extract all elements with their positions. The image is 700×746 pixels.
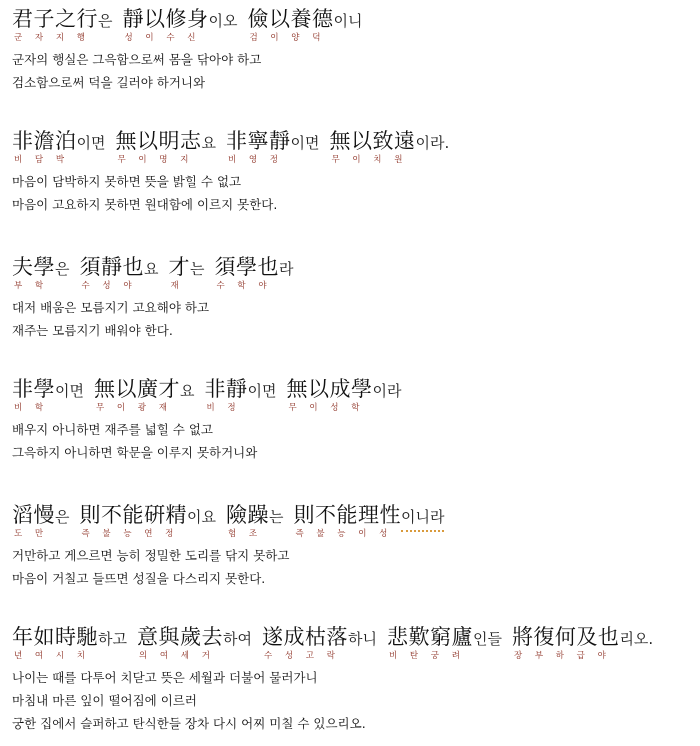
verse-phrase [214, 254, 294, 291]
hangul-particle: 하고 [98, 630, 127, 648]
verse-phrase [225, 128, 320, 165]
pronunciation-gloss: 검 이 양 덕 [249, 33, 326, 43]
verse-phrase [79, 502, 216, 539]
hangul-particle: 하여 [222, 630, 252, 648]
pronunciation-gloss: 비 영 정 [227, 155, 284, 165]
verse-phrase [386, 624, 502, 661]
verse-phrase [293, 502, 445, 539]
pronunciation-gloss: 도 만 [14, 529, 49, 539]
hangul-particle: 이면 [247, 382, 277, 400]
verse-classical-line [12, 128, 694, 166]
verse-section [12, 6, 694, 94]
verse-phrase [12, 6, 113, 43]
verse-phrase [247, 6, 363, 43]
verse-phrase [115, 128, 216, 165]
hangul-particle: 이니라 [400, 508, 445, 526]
hanja-text: 意與歲去 [136, 625, 223, 649]
verse-phrase [12, 128, 106, 165]
hanja-text: 儉以養德 [247, 7, 334, 31]
hangul-particle: 은 [98, 12, 113, 30]
translation-line: 대저 배움은 모름지기 고요해야 하고 [12, 300, 210, 315]
hangul-particle: 이라 [372, 382, 402, 400]
hanja-text: 將復何及也 [511, 625, 620, 649]
hangul-particle: 는 [190, 260, 205, 278]
hanja-text: 無以明志 [115, 129, 202, 153]
translation-line: 그윽하지 아니하면 학문을 이루지 못하거니와 [12, 445, 258, 460]
verse-classical-line [12, 624, 694, 662]
verse-classical-line [12, 6, 694, 44]
pronunciation-gloss: 무 이 성 학 [288, 403, 365, 413]
translation-line: 마침내 마른 잎이 떨어짐에 이르러 [12, 693, 197, 708]
verse-phrase [12, 254, 70, 291]
pronunciation-gloss: 무 이 명 지 [117, 155, 194, 165]
pronunciation-gloss: 무 이 치 원 [331, 155, 408, 165]
hangul-particle: 이니 [333, 12, 363, 30]
hanja-text: 靜以修身 [122, 7, 209, 31]
hanja-text: 遂成枯落 [261, 625, 348, 649]
translation-line: 군자의 행실은 그윽함으로써 몸을 닦아야 하고 [12, 52, 262, 67]
hangul-particle: 은 [55, 508, 70, 526]
verse-section [12, 502, 694, 590]
hangul-particle: 요 [144, 260, 159, 278]
verse-phrase [93, 376, 195, 413]
pronunciation-gloss: 험 조 [227, 529, 263, 539]
verse-phrase [12, 624, 127, 661]
hanja-text: 悲歎窮廬 [386, 625, 473, 649]
pronunciation-gloss: 군 자 지 행 [14, 33, 90, 43]
verse-classical-line [12, 254, 694, 292]
hanja-text: 無以成學 [286, 377, 373, 401]
hangul-particle: 이오 [208, 12, 238, 30]
pronunciation-gloss: 성 이 수 신 [124, 33, 201, 43]
verse-phrase [12, 502, 70, 539]
hangul-particle: 은 [55, 260, 70, 278]
hanja-text: 則不能理性 [293, 503, 401, 527]
translation-line: 마음이 담박하지 못하면 뜻을 밝힐 수 없고 [12, 174, 242, 189]
hanja-text: 須靜也 [79, 255, 144, 279]
translation-line: 검소함으로써 덕을 길러야 하거니와 [12, 75, 206, 90]
verse-section [12, 254, 694, 342]
pronunciation-gloss: 수 성 야 [81, 281, 137, 291]
hanja-text: 非澹泊 [12, 129, 77, 153]
verse-phrase [136, 624, 252, 661]
hanja-text: 無以廣才 [93, 377, 180, 401]
verse-phrase [261, 624, 377, 661]
verse-section [12, 624, 694, 735]
hanja-text: 須學也 [214, 255, 279, 279]
hangul-particle: 요 [201, 134, 216, 152]
hanja-text: 非寧靜 [225, 129, 291, 153]
pronunciation-gloss: 무 이 광 재 [95, 403, 172, 413]
hanja-text: 滔慢 [12, 503, 55, 527]
hanja-text: 則不能硏精 [79, 503, 187, 527]
pronunciation-gloss: 비 담 박 [14, 155, 70, 165]
hanja-text: 才 [168, 255, 190, 279]
pronunciation-gloss: 부 학 [14, 281, 49, 291]
pronunciation-gloss: 즉 불 능 연 정 [81, 529, 179, 539]
hangul-particle: 리오. [619, 630, 654, 648]
hangul-particle: 이요 [187, 508, 216, 526]
pronunciation-gloss: 년 여 시 치 [14, 651, 90, 661]
verse-phrase [329, 128, 450, 165]
verse-phrase [168, 254, 205, 291]
translation-line: 재주는 모름지기 배워야 한다. [12, 323, 173, 338]
verse-phrase [225, 502, 284, 539]
verse-phrase [79, 254, 159, 291]
hangul-particle: 인들 [472, 630, 502, 648]
hangul-particle: 이면 [76, 134, 106, 152]
verse-classical-line [12, 502, 694, 540]
pronunciation-gloss: 비 탄 궁 려 [388, 651, 465, 661]
translation-line: 궁한 집에서 슬퍼하고 탄식한들 장차 다시 어찌 미칠 수 있으리오. [12, 716, 366, 731]
hanja-text: 夫學 [12, 255, 55, 279]
pronunciation-gloss: 비 정 [206, 403, 241, 413]
pronunciation-gloss: 수 학 야 [216, 281, 272, 291]
hanja-text: 非靜 [204, 377, 248, 401]
verse-section [12, 128, 694, 216]
pronunciation-gloss: 재 [170, 281, 184, 291]
pronunciation-gloss: 비 학 [14, 403, 49, 413]
translation-line: 마음이 고요하지 못하면 원대함에 이르지 못한다. [12, 197, 278, 212]
hangul-particle: 이라. [415, 134, 450, 152]
verse-classical-line [12, 376, 694, 414]
hangul-particle: 라 [279, 260, 294, 278]
pronunciation-gloss: 의 여 세 거 [138, 651, 215, 661]
verse-phrase [122, 6, 238, 43]
translation-line: 거만하고 게으르면 능히 정밀한 도리를 닦지 못하고 [12, 548, 290, 563]
verse-phrase [12, 376, 84, 413]
hangul-particle: 이면 [55, 382, 84, 400]
hanja-text: 君子之行 [12, 7, 98, 31]
hanja-text: 險躁 [225, 503, 269, 527]
hanja-text: 年如時馳 [12, 625, 98, 649]
hanja-text: 無以致遠 [329, 129, 416, 153]
translation-line: 배우지 아니하면 재주를 넓힐 수 없고 [12, 422, 213, 437]
hanja-text: 非學 [12, 377, 55, 401]
spellcheck-underline [401, 527, 444, 532]
pronunciation-gloss: 수 성 고 락 [263, 651, 340, 661]
pronunciation-gloss: 장 부 하 급 야 [513, 651, 611, 661]
hangul-particle: 요 [179, 382, 195, 400]
translation-line: 마음이 거칠고 들뜨면 성질을 다스리지 못한다. [12, 571, 266, 586]
verse-phrase [204, 376, 277, 413]
verse-section [12, 376, 694, 464]
verse-phrase [511, 624, 654, 661]
pronunciation-gloss: 즉 불 능 이 성 [295, 529, 393, 539]
translation-line: 나이는 때를 다투어 치닫고 뜻은 세월과 더불어 물러가니 [12, 670, 318, 685]
hangul-particle: 이면 [290, 134, 320, 152]
hangul-particle: 하니 [347, 630, 377, 648]
hangul-particle: 는 [268, 508, 284, 526]
verse-phrase [286, 376, 402, 413]
